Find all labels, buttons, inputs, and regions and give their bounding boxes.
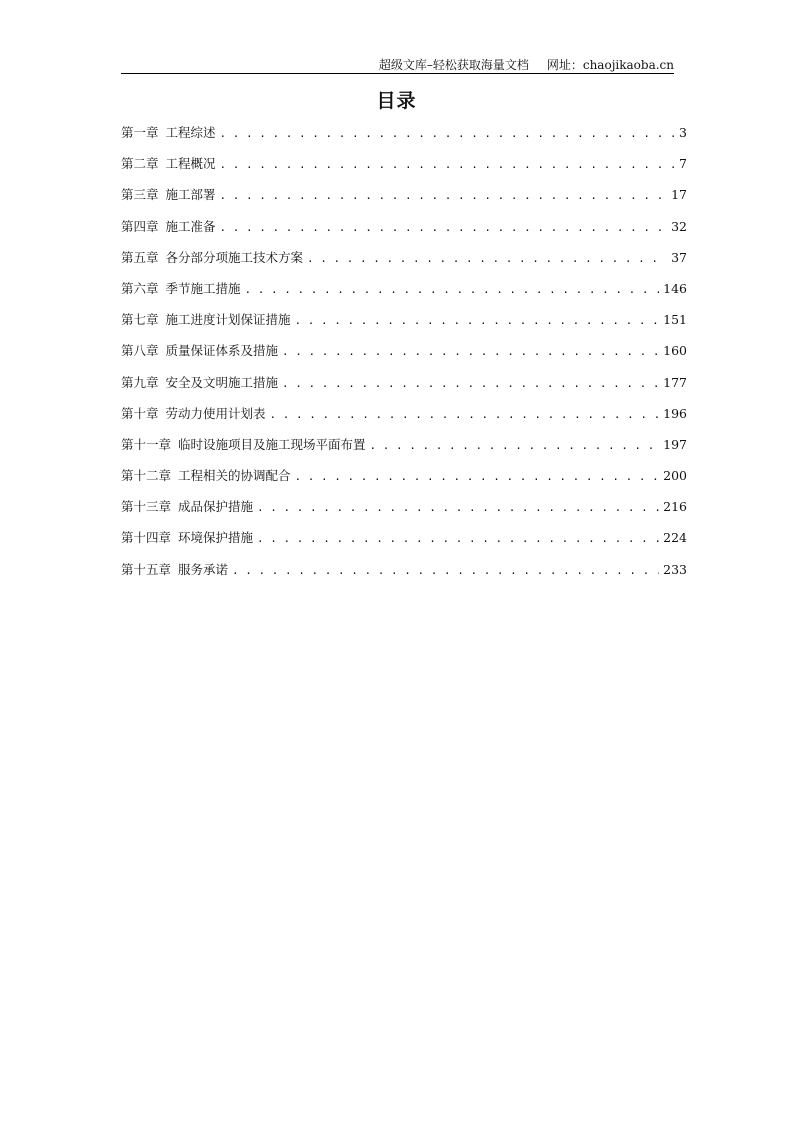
- toc-entry-name: 服务承诺: [178, 561, 229, 577]
- toc-chapter: 第七章: [121, 312, 159, 328]
- toc-entry[interactable]: [121, 279, 687, 310]
- toc-dot-leader: [282, 342, 659, 362]
- toc-entry[interactable]: [121, 248, 687, 279]
- toc-chapter: 第十五章: [121, 561, 172, 577]
- toc-chapter: 第十章: [121, 405, 159, 421]
- toc-entry-name: 工程概况: [165, 156, 216, 172]
- toc-dot-leader: [307, 249, 667, 269]
- toc-dot-leader: [257, 498, 659, 518]
- toc-chapter: 第十二章: [121, 468, 172, 484]
- toc-entry-name: 工程综述: [165, 125, 216, 140]
- toc-page-number: 196: [663, 405, 687, 421]
- toc-chapter: 第九章: [121, 374, 159, 390]
- toc-page-number: 32: [671, 218, 687, 234]
- toc-entry-name: 工程相关的协调配合: [178, 468, 291, 484]
- toc-entry[interactable]: [121, 310, 687, 341]
- toc-entry-name: 成品保护措施: [178, 499, 254, 515]
- toc-chapter: 第六章: [121, 280, 159, 296]
- toc-chapter: 第五章: [121, 249, 159, 265]
- toc-entry[interactable]: [121, 466, 687, 497]
- header-site-url: 网址：chaojikaoba.cn: [546, 58, 674, 72]
- toc-entry-name: 质量保证体系及措施: [165, 343, 279, 359]
- toc-page-number: 37: [671, 249, 687, 265]
- toc-entry-name: 季节施工措施: [165, 280, 241, 296]
- toc-page-number: 160: [663, 343, 687, 359]
- toc-entry-name: 施工进度计划保证措施: [165, 312, 291, 328]
- toc-chapter: 第十四章: [121, 530, 172, 546]
- page-header: [121, 56, 674, 74]
- toc-chapter: 第二章: [121, 156, 159, 172]
- toc-chapter: 第一章: [121, 125, 159, 140]
- toc-chapter: 第十一章: [121, 436, 172, 452]
- toc-page-number: 7: [679, 156, 687, 172]
- toc-dot-leader: [295, 467, 660, 487]
- toc-chapter: 第四章: [121, 218, 159, 234]
- toc-page-number: 197: [663, 436, 687, 452]
- toc-dot-leader: [370, 436, 660, 456]
- toc-page-number: 151: [663, 312, 687, 328]
- toc-page-number: 200: [663, 468, 687, 484]
- toc-entry[interactable]: [121, 560, 687, 591]
- toc-entry-name: 临时设施项目及施工现场平面布置: [178, 436, 366, 452]
- toc-entry[interactable]: [121, 528, 687, 559]
- toc-entry-name: 各分部分项施工技术方案: [165, 249, 304, 265]
- table-of-contents: [121, 123, 687, 591]
- toc-entry[interactable]: [121, 217, 687, 248]
- toc-dot-leader: [245, 280, 660, 300]
- toc-title: 目录: [376, 90, 417, 112]
- toc-entry[interactable]: [121, 185, 687, 216]
- toc-dot-leader: [220, 124, 676, 144]
- toc-dot-leader: [295, 311, 660, 331]
- toc-page-number: 233: [663, 561, 687, 577]
- toc-page-number: 3: [679, 125, 687, 140]
- toc-entry[interactable]: [121, 404, 687, 435]
- toc-page-number: 224: [663, 530, 687, 546]
- toc-chapter: 第八章: [121, 343, 159, 359]
- toc-entry-name: 环境保护措施: [178, 530, 254, 546]
- toc-entry-name: 安全及文明施工措施: [165, 374, 279, 390]
- toc-dot-leader: [220, 218, 668, 238]
- toc-entry[interactable]: [121, 373, 687, 404]
- toc-chapter: 第十三章: [121, 499, 172, 515]
- toc-page-number: 146: [663, 280, 687, 296]
- toc-dot-leader: [282, 374, 659, 394]
- header-site-name: 超级文库–轻松获取海量文档: [378, 58, 529, 72]
- toc-dot-leader: [220, 155, 676, 175]
- toc-page-number: 177: [663, 374, 687, 390]
- toc-dot-leader: [257, 529, 659, 549]
- toc-entry-name: 劳动力使用计划表: [165, 405, 266, 421]
- toc-entry[interactable]: [121, 435, 687, 466]
- toc-page-number: 17: [671, 187, 687, 203]
- toc-entry-name: 施工准备: [165, 218, 216, 234]
- toc-entry[interactable]: [121, 341, 687, 372]
- toc-entry-name: 施工部署: [165, 187, 216, 203]
- toc-dot-leader: [232, 561, 659, 581]
- toc-entry[interactable]: [121, 123, 687, 154]
- toc-entry[interactable]: [121, 497, 687, 528]
- toc-chapter: 第三章: [121, 187, 159, 203]
- toc-dot-leader: [270, 405, 660, 425]
- toc-entry[interactable]: [121, 154, 687, 185]
- toc-dot-leader: [220, 186, 668, 206]
- toc-page-number: 216: [663, 499, 687, 515]
